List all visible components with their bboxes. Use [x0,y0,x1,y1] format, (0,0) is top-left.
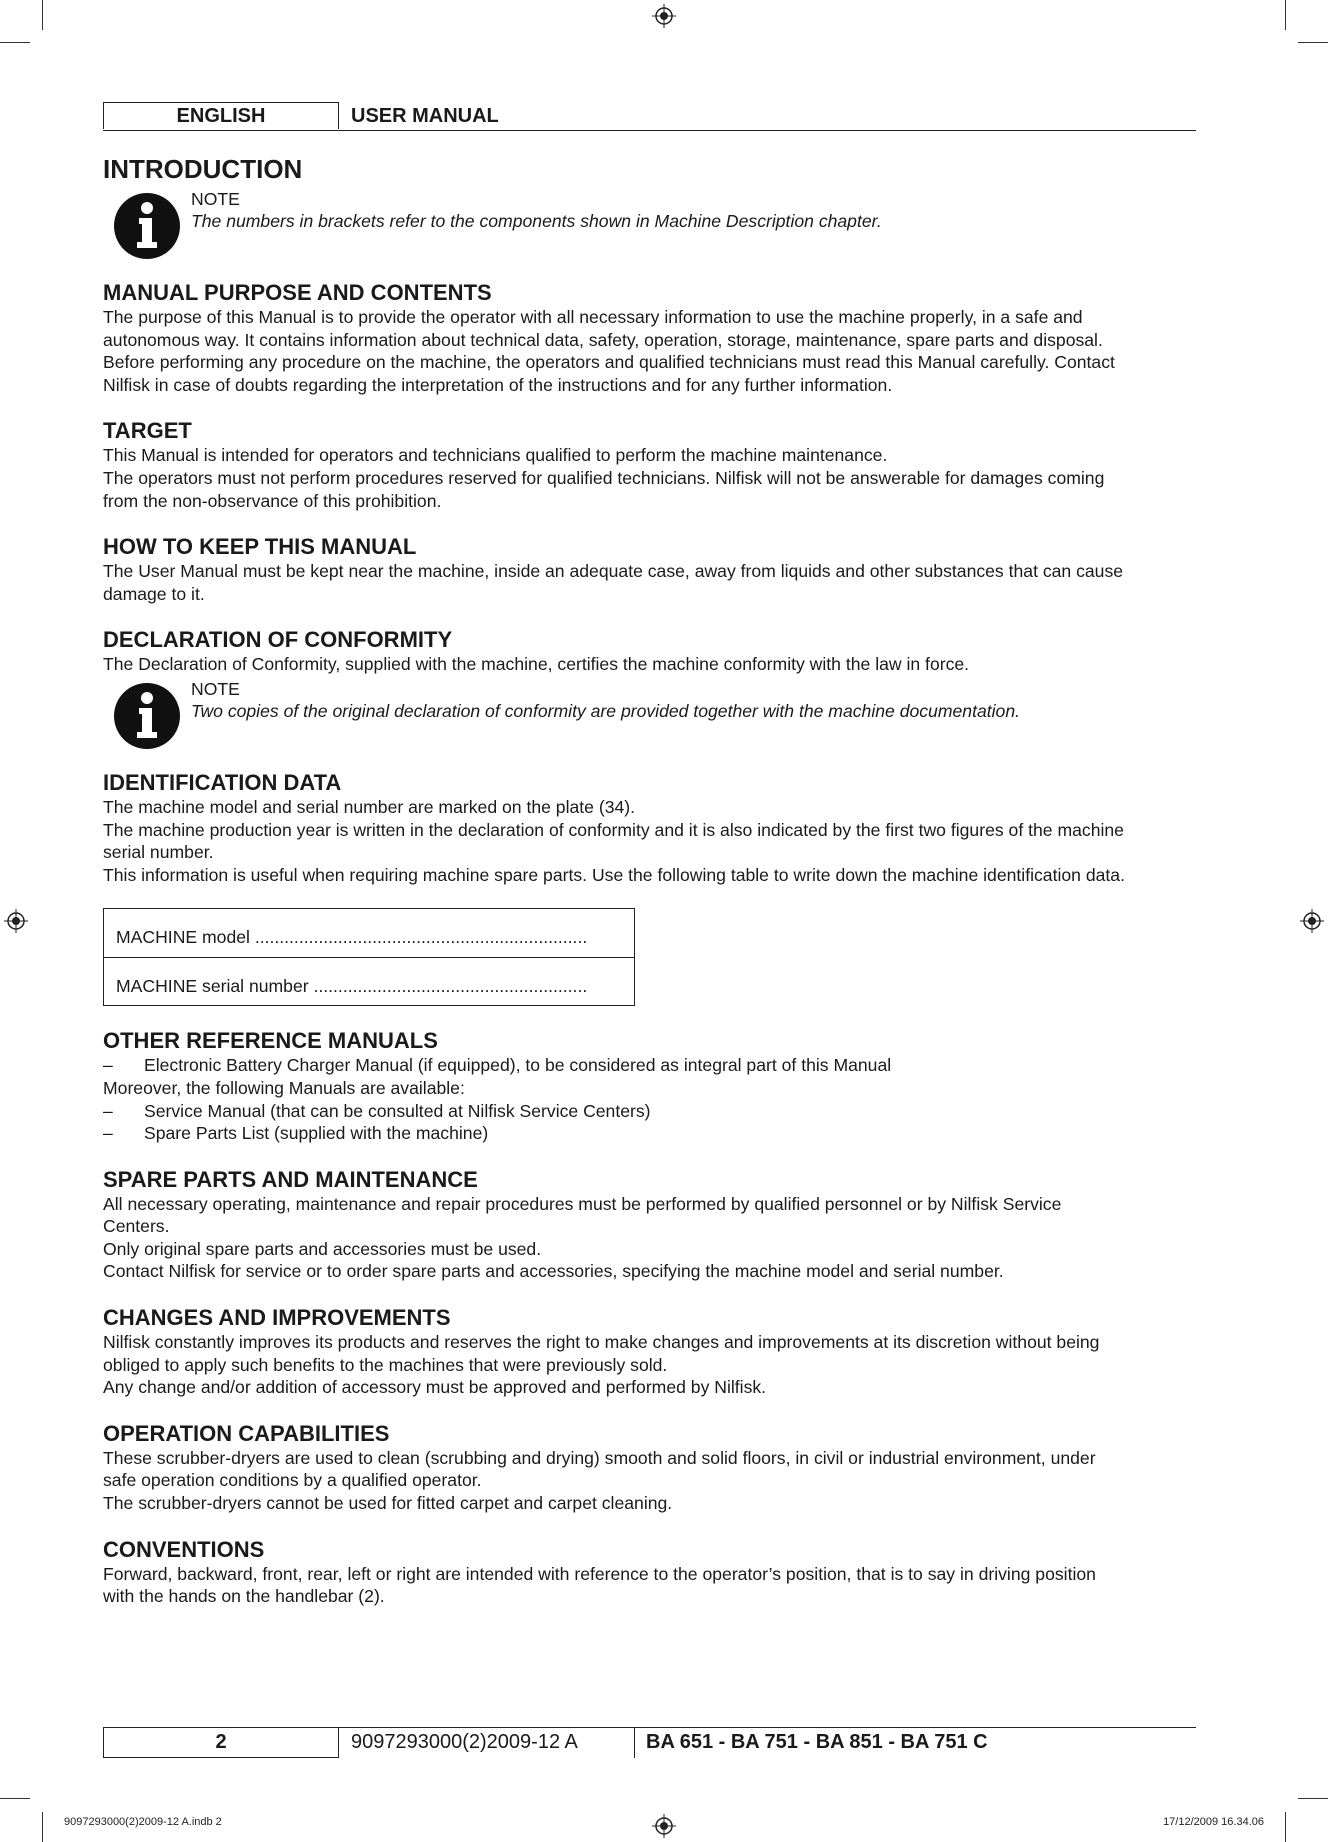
list-dash: – [103,1100,113,1121]
info-icon [113,192,181,260]
intro-note [103,188,1196,262]
crop-mark [1298,1798,1328,1799]
section-title-operation: OPERATION CAPABILITIES [103,1420,390,1446]
conformity-note [103,678,1196,752]
page-footer [103,1727,1196,1758]
list-item [103,1100,1196,1123]
paragraph-line: Any change and/or addition of accessory must be approved and performed by Nilfisk. [103,1377,767,1398]
paragraph-line: The Declaration of Conformity, supplied with the machine, certifies the machine conformity with the law in force. [103,654,970,675]
section-title-changes: CHANGES AND IMPROVEMENTS [103,1305,451,1331]
paragraph-line: Moreover, the following Manuals are available: [103,1077,465,1098]
print-slug-file: 9097293000(2)2009-12 A.indb 2 [64,1816,222,1828]
header-title: USER MANUAL [351,105,499,127]
footer-divider [634,1728,635,1758]
machine-serial-row: MACHINE serial number ........................................................ [104,957,634,1005]
paragraph-line: from the non-observance of this prohibition. [103,490,442,511]
note-text: The numbers in brackets refer to the components shown in Machine Description chapter. [191,211,882,231]
crop-mark [1285,0,1286,30]
list-dash: – [103,1055,113,1076]
page-number: 2 [103,1728,339,1758]
crop-mark [1298,42,1328,43]
page-content [103,152,1196,1608]
paragraph-line: Nilfisk in case of doubts regarding the interpretation of the instructions and for any further information. [103,374,893,395]
list-item-text: Spare Parts List (supplied with the machine) [144,1123,489,1144]
paragraph-line: with the hands on the handlebar (2). [103,1586,385,1607]
registration-mark-icon [1300,909,1324,933]
paragraph-line: Forward, backward, front, rear, left or right are intended with reference to the operator’s position, that is to say in driving position [103,1563,1096,1584]
paragraph-line: obliged to apply such benefits to the machines that were previously sold. [103,1354,668,1375]
note-label: NOTE [191,678,240,699]
list-dash: – [103,1123,113,1144]
intro-title: INTRODUCTION [103,154,303,184]
registration-mark-icon [652,4,676,28]
paragraph-line: The User Manual must be kept near the machine, inside an adequate case, away from liquids and other substances that can cause [103,561,1124,582]
section-title-conventions: CONVENTIONS [103,1536,265,1562]
header-language: ENGLISH [103,102,339,129]
paragraph-line: The scrubber-dryers cannot be used for fitted carpet and carpet cleaning. [103,1493,673,1514]
paragraph-line: damage to it. [103,583,205,604]
machine-model-row: MACHINE model .................................................................... [116,927,588,948]
paragraph-line: Centers. [103,1216,170,1237]
crop-mark [42,1812,43,1842]
paragraph-line: autonomous way. It contains information about technical data, safety, operation, storage, maintenance, spare parts and disposal. [103,329,1103,350]
model-list: BA 651 - BA 751 - BA 851 - BA 751 C [646,1731,988,1753]
section-title-keep: HOW TO KEEP THIS MANUAL [103,534,417,560]
print-slug-datetime: 17/12/2009 16.34.06 [1163,1816,1264,1828]
page-header [103,102,1196,131]
section-title-spare: SPARE PARTS AND MAINTENANCE [103,1166,478,1192]
paragraph-line: The machine model and serial number are marked on the plate (34). [103,796,636,817]
section-title-references: OTHER REFERENCE MANUALS [103,1028,438,1054]
section-title-target: TARGET [103,418,192,444]
list-item-text: Service Manual (that can be consulted at Nilfisk Service Centers) [144,1100,651,1121]
note-label: NOTE [191,189,240,209]
section-title-conformity: DECLARATION OF CONFORMITY [103,627,453,653]
paragraph-line: This Manual is intended for operators and technicians qualified to perform the machine maintenance. [103,445,888,466]
crop-mark [1285,1812,1286,1842]
crop-mark [42,0,43,30]
paragraph-line: Only original spare parts and accessories must be used. [103,1238,542,1259]
document-code: 9097293000(2)2009-12 A [351,1731,578,1753]
paragraph-line: safe operation conditions by a qualified operator. [103,1470,482,1491]
section-title-identification: IDENTIFICATION DATA [103,769,342,795]
paragraph-line: The operators must not perform procedures reserved for qualified technicians. Nilfisk will not be answerable for damages coming [103,467,1105,488]
paragraph-line: All necessary operating, maintenance and repair procedures must be performed by qualified personnel or by Nilfisk Service [103,1193,1062,1214]
info-icon [113,682,181,750]
identification-table [103,908,635,1006]
paragraph-line: These scrubber-dryers are used to clean (scrubbing and drying) smooth and solid floors, in civil or industrial environment, under [103,1447,1096,1468]
list-item [103,1122,1196,1145]
paragraph-line: This information is useful when requiring machine spare parts. Use the following table to write down the machine identification data. [103,864,1125,885]
registration-mark-icon [4,909,28,933]
paragraph-line: serial number. [103,842,214,863]
crop-mark [0,1798,30,1799]
paragraph-line: Before performing any procedure on the machine, the operators and qualified technicians must read this Manual carefully. Contact [103,352,1115,373]
paragraph-line: Nilfisk constantly improves its products and reserves the right to make changes and improvements at its discretion without being [103,1332,1100,1353]
section-title-purpose: MANUAL PURPOSE AND CONTENTS [103,280,492,305]
list-item [103,1054,1196,1077]
note-text: Two copies of the original declaration of conformity are provided together with the machine documentation. [191,700,1020,721]
paragraph-line: The purpose of this Manual is to provide the operator with all necessary information to use the machine properly, in a safe and [103,307,1083,327]
paragraph-line: Contact Nilfisk for service or to order spare parts and accessories, specifying the machine model and serial number. [103,1261,1004,1282]
crop-mark [0,42,30,43]
list-item-text: Electronic Battery Charger Manual (if equipped), to be considered as integral part of this Manual [144,1055,892,1076]
paragraph-line: The machine production year is written in the declaration of conformity and it is also indicated by the first two figures of the machine [103,819,1124,840]
registration-mark-icon [652,1814,676,1838]
